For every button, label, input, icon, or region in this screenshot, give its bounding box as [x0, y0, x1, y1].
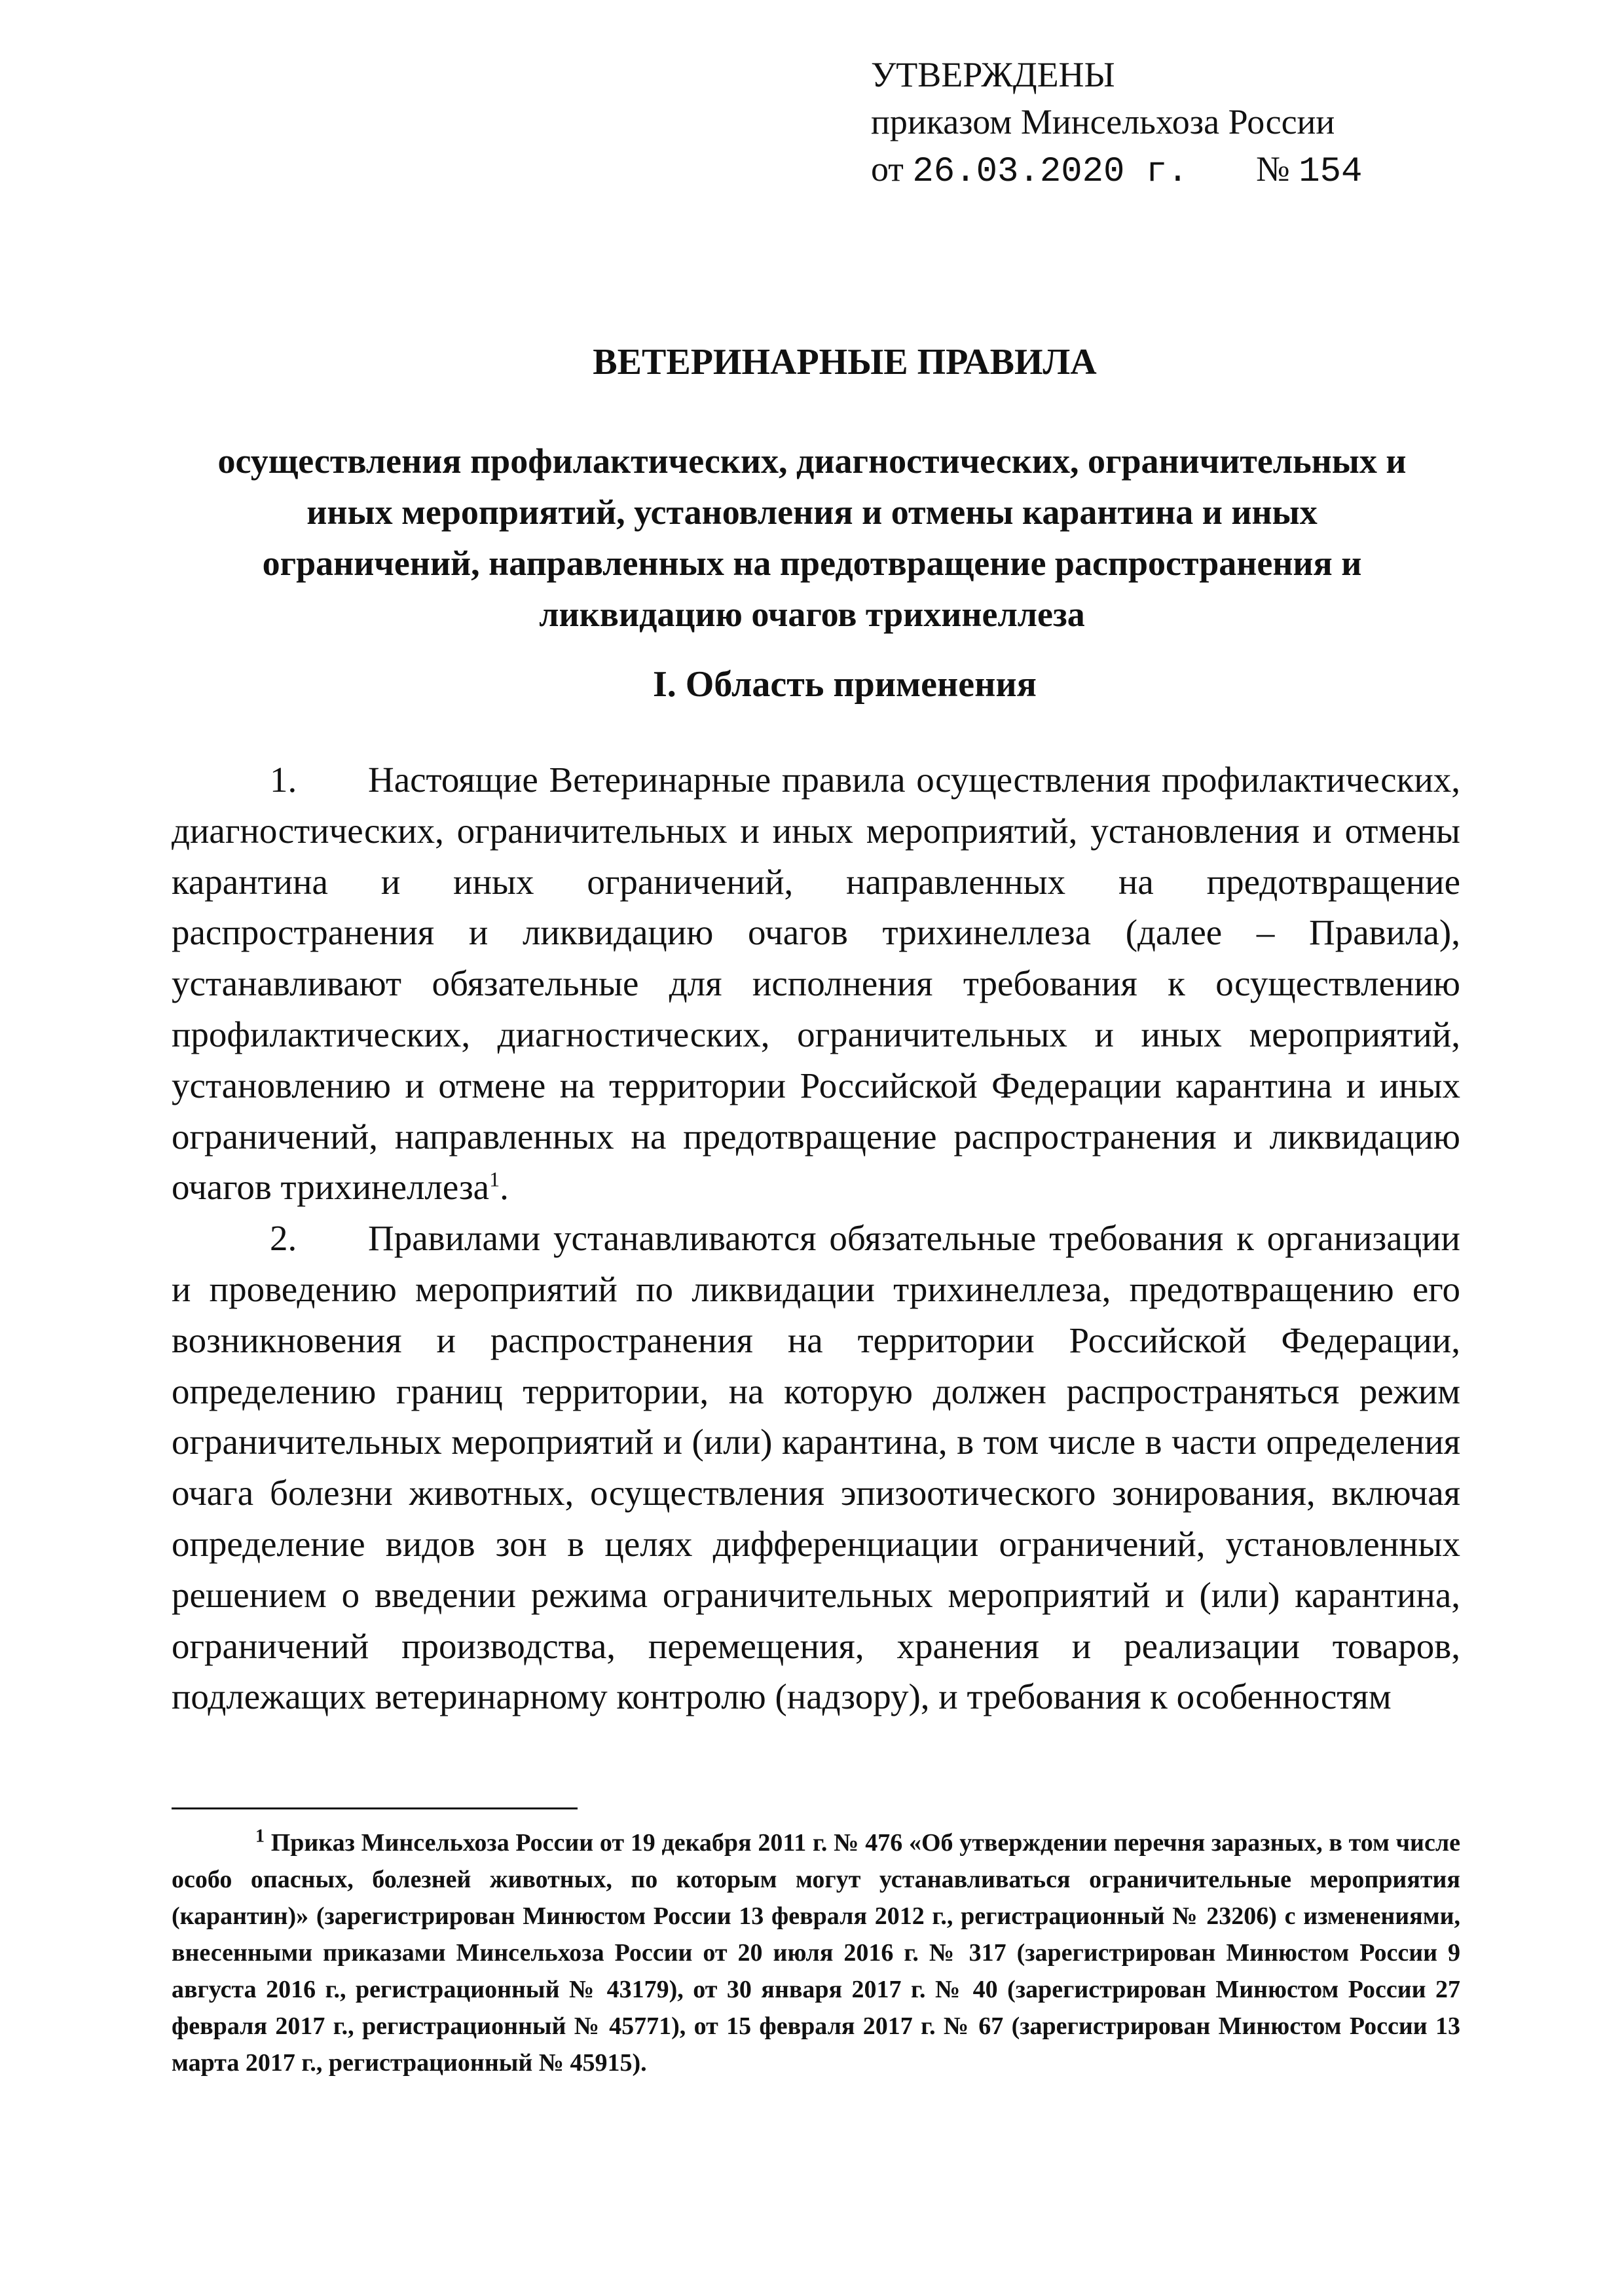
approval-title: УТВЕРЖДЕНЫ	[871, 55, 1115, 94]
paragraph-2	[172, 1213, 1460, 1722]
approval-number: 154	[1299, 152, 1363, 192]
approval-order-line: приказом Минсельхоза России	[871, 102, 1335, 141]
footnote-text: Приказ Минсельхоза России от 19 декабря 2011 г. № 476 «Об утверждении перечня заразных, в том числе особо опасных, болезней животных, по которым могут устанавливаться ограничительные мероприятия (карантин)» (зарегистрирован Минюстом России 13 февраля 2012 г., регистрационный № 23206) с изменениями, внесенными приказами Минсельхоза России от 20 июля 2016 г. № 317 (зарегистрирован Минюстом России 9 августа 2016 г., регистрационный № 43179), от 30 января 2017 г. № 40 (зарегистрирован Минюстом России 27 февраля 2017 г., регистрационный № 45771), от 15 февраля 2017 г. № 67 (зарегистрирован Минюстом России 13 марта 2017 г., регистрационный № 45915).	[172, 1829, 1461, 2077]
approval-date-line	[871, 145, 1460, 196]
approval-date-prefix: от	[871, 149, 904, 189]
paragraph-end: .	[500, 1167, 509, 1208]
footnote-separator	[172, 1807, 578, 1809]
section-heading: I. Область применения	[653, 664, 1037, 705]
document-title: ВЕТЕРИНАРНЫЕ ПРАВИЛА	[593, 342, 1097, 382]
paragraph-text: Правилами устанавливаются обязательные требования к организации и проведению мероприятий по ликвидации трихинеллеза, предотвращению его возникновения и распространения на территории Российской Федерации, определению границ территории, на которую должен распространяться режим ограничительных мероприятий и (или) карантина, в том числе в части определения очага болезни животных, осуществления эпизоотического зонирования, включая определение видов зон в целях дифференциации ограничений, установленных решением о введении режима ограничительных мероприятий и (или) карантина, ограничений производства, перемещения, хранения и реализации товаров, подлежащих ветеринарному контролю (надзору), и требования к особенностям	[172, 1218, 1460, 1717]
paragraph-1	[172, 754, 1460, 1213]
paragraph-number: 2.	[270, 1218, 297, 1259]
document-subtitle: осуществления профилактических, диагностических, ограничительных и иных мероприятий, установления и отмены карантина и иных ограничений, направленных на предотвращение распространения и ликвидацию очагов трихинеллеза	[217, 441, 1407, 634]
approval-date: 26.03.2020 г.	[912, 152, 1189, 192]
footnote-reference[interactable]: 1	[489, 1168, 500, 1192]
paragraph-number: 1.	[270, 760, 297, 800]
approval-block	[871, 51, 1460, 196]
footnote-mark: 1	[255, 1826, 265, 1847]
paragraph-text: Настоящие Ветеринарные правила осуществления профилактических, диагностических, ограничительных и иных мероприятий, установления и отмены карантина и иных ограничений, направленных на предотвращение распространения и ликвидацию очагов трихинеллеза (далее – Правила), устанавливают обязательные для исполнения требования к осуществлению профилактических, диагностических, ограничительных и иных мероприятий, установлению и отмене на территории Российской Федерации карантина и иных ограничений, направленных на предотвращение распространения и ликвидацию очагов трихинеллеза	[172, 760, 1460, 1208]
approval-number-sign: №	[1256, 149, 1290, 189]
document-body	[172, 754, 1460, 1722]
footnote	[172, 1824, 1460, 2081]
